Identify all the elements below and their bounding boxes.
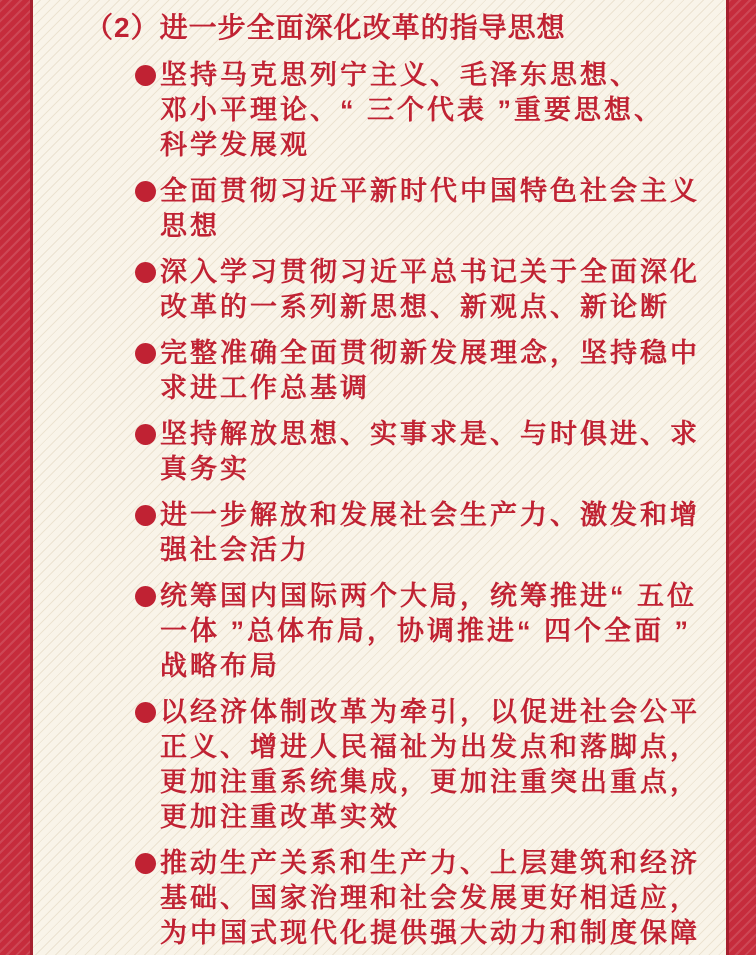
page-title: （2）进一步全面深化改革的指导思想 [85, 12, 566, 43]
bullet-text [160, 255, 700, 325]
bullet-line: 改革的一系列新思想、新观点、新论断 [160, 292, 670, 322]
bullet-item [135, 336, 726, 406]
bullet-line: 统筹国内国际两个大局，统筹推进“ 五位 [160, 581, 698, 611]
bullet-dot-icon [135, 853, 156, 874]
bullet-item [135, 846, 726, 951]
bullet-text [160, 336, 700, 406]
bullet-line: 为中国式现代化提供强大动力和制度保障 [160, 918, 700, 948]
bullet-dot-icon [135, 586, 156, 607]
bullet-text [160, 498, 700, 568]
right-red-border [726, 0, 756, 955]
bullet-line: 思想 [160, 211, 220, 241]
bullet-line: 科学发展观 [160, 130, 310, 160]
bullet-line: 坚持解放思想、实事求是、与时俱进、求 [160, 419, 700, 449]
bullet-dot-icon [135, 343, 156, 364]
bullet-text [160, 846, 700, 951]
bullet-line: 邓小平理论、“ 三个代表 ”重要思想、 [160, 95, 665, 125]
bullet-text [160, 695, 700, 835]
bullet-dot-icon [135, 262, 156, 283]
bullet-line: 以经济体制改革为牵引，以促进社会公平 [160, 697, 700, 727]
bullet-item [135, 174, 726, 244]
bullet-line: 更加注重系统集成，更加注重突出重点， [160, 767, 700, 797]
content-area [33, 0, 726, 955]
bullet-line: 坚持马克思列宁主义、毛泽东思想、 [160, 60, 640, 90]
bullet-dot-icon [135, 181, 156, 202]
bullet-line: 一体 ”总体布局，协调推进“ 四个全面 ” [160, 616, 692, 646]
left-red-border [0, 0, 33, 955]
bullet-item [135, 417, 726, 487]
bullet-text [160, 579, 697, 684]
bullet-line: 战略布局 [160, 651, 280, 681]
bullet-dot-icon [135, 424, 156, 445]
bullet-item [135, 695, 726, 835]
bullet-line: 完整准确全面贯彻新发展理念，坚持稳中 [160, 338, 700, 368]
bullet-line: 基础、国家治理和社会发展更好相适应， [160, 883, 700, 913]
bullet-text [160, 58, 664, 163]
bullet-line: 进一步解放和发展社会生产力、激发和增 [160, 500, 700, 530]
bullet-line: 正义、增进人民福祉为出发点和落脚点， [160, 732, 700, 762]
bullet-line: 推动生产关系和生产力、上层建筑和经济 [160, 848, 700, 878]
bullet-line: 更加注重改革实效 [160, 802, 400, 832]
bullet-line: 强社会活力 [160, 535, 310, 565]
bullet-item [135, 58, 726, 163]
bullet-item [135, 498, 726, 568]
bullet-text [160, 417, 700, 487]
bullet-dot-icon [135, 505, 156, 526]
bullet-list [135, 58, 726, 951]
bullet-dot-icon [135, 65, 156, 86]
bullet-dot-icon [135, 702, 156, 723]
bullet-line: 求进工作总基调 [160, 373, 370, 403]
bullet-text [160, 174, 700, 244]
bullet-line: 全面贯彻习近平新时代中国特色社会主义 [160, 176, 700, 206]
bullet-line: 深入学习贯彻习近平总书记关于全面深化 [160, 257, 700, 287]
bullet-item [135, 579, 726, 684]
bullet-line: 真务实 [160, 454, 250, 484]
bullet-item [135, 255, 726, 325]
